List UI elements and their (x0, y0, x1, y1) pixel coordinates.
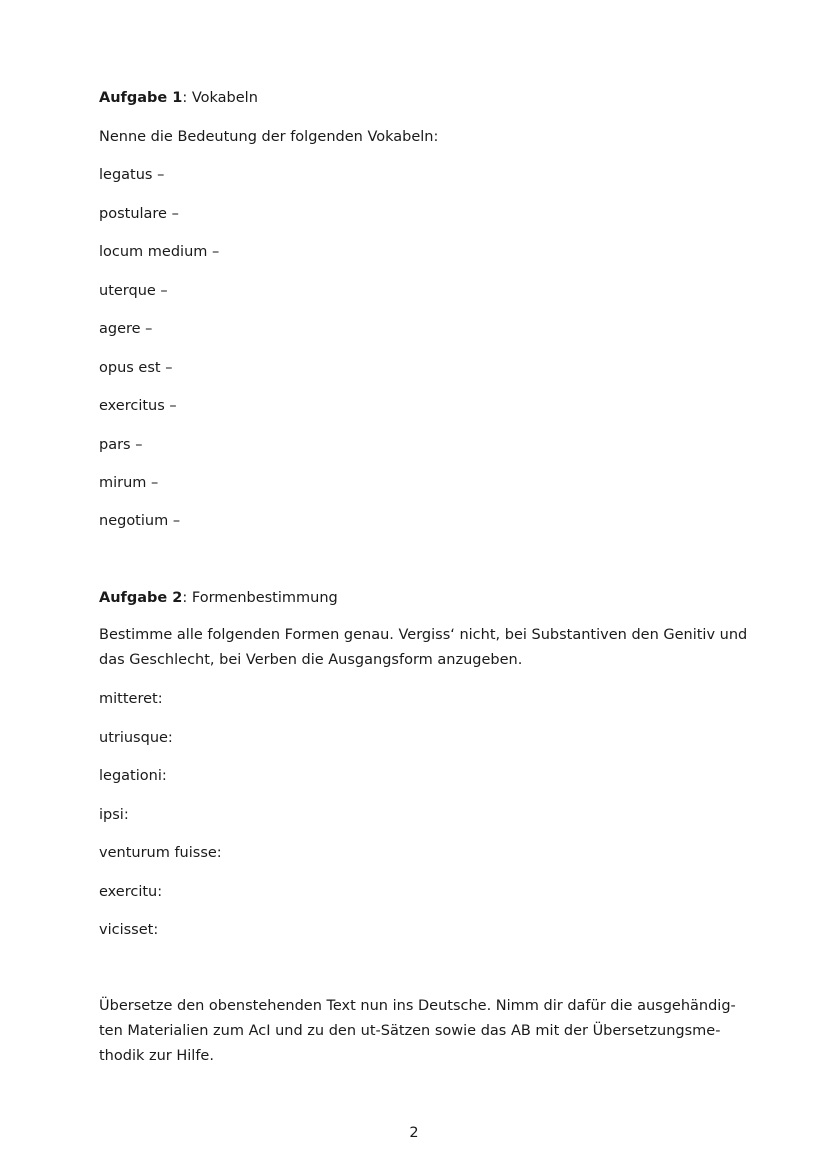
vocab-item: mirum – (99, 475, 159, 491)
vocab-item: postulare – (99, 206, 179, 222)
form-item: vicisset: (99, 922, 159, 938)
vocab-item: agere – (99, 321, 153, 337)
vocab-item: locum medium – (99, 244, 220, 260)
task2-instruction (99, 623, 748, 673)
task1-heading-topic: : Vokabeln (182, 90, 258, 106)
task1-heading (99, 88, 258, 108)
task2-heading-topic: : Formenbestimmung (182, 590, 338, 606)
vocab-item: pars – (99, 437, 143, 453)
task2-instruction-line: das Geschlecht, bei Verben die Ausgangsform anzugeben. (99, 652, 523, 668)
page-number: 2 (409, 1125, 419, 1141)
vocab-item: exercitus – (99, 398, 177, 414)
form-item: mitteret: (99, 691, 163, 707)
task3-instruction-line: ten Materialien zum AcI und zu den ut-Sätzen sowie das AB mit der Übersetzungsme- (99, 1023, 721, 1039)
form-item: ipsi: (99, 807, 129, 823)
form-item: utriusque: (99, 730, 173, 746)
vocab-item: legatus – (99, 167, 165, 183)
task2-heading (99, 588, 338, 608)
vocab-item: opus est – (99, 360, 173, 376)
task1-heading-label: Aufgabe 1 (99, 90, 183, 106)
form-item: legationi: (99, 768, 167, 784)
task2-heading-label: Aufgabe 2 (99, 590, 183, 606)
vocab-item: uterque – (99, 283, 168, 299)
task1-instruction: Nenne die Bedeutung der folgenden Vokabeln: (99, 129, 439, 145)
task3-instruction-line: thodik zur Hilfe. (99, 1048, 214, 1064)
task3-instruction (99, 994, 739, 1069)
vocab-item: negotium – (99, 513, 181, 529)
task2-instruction-line: Bestimme alle folgenden Formen genau. Vergiss‘ nicht, bei Substantiven den Genitiv und (99, 627, 748, 643)
form-item: venturum fuisse: (99, 845, 222, 861)
task3-instruction-line: Übersetze den obenstehenden Text nun ins Deutsche. Nimm dir dafür die ausgehändig- (99, 998, 736, 1014)
form-item: exercitu: (99, 884, 163, 900)
